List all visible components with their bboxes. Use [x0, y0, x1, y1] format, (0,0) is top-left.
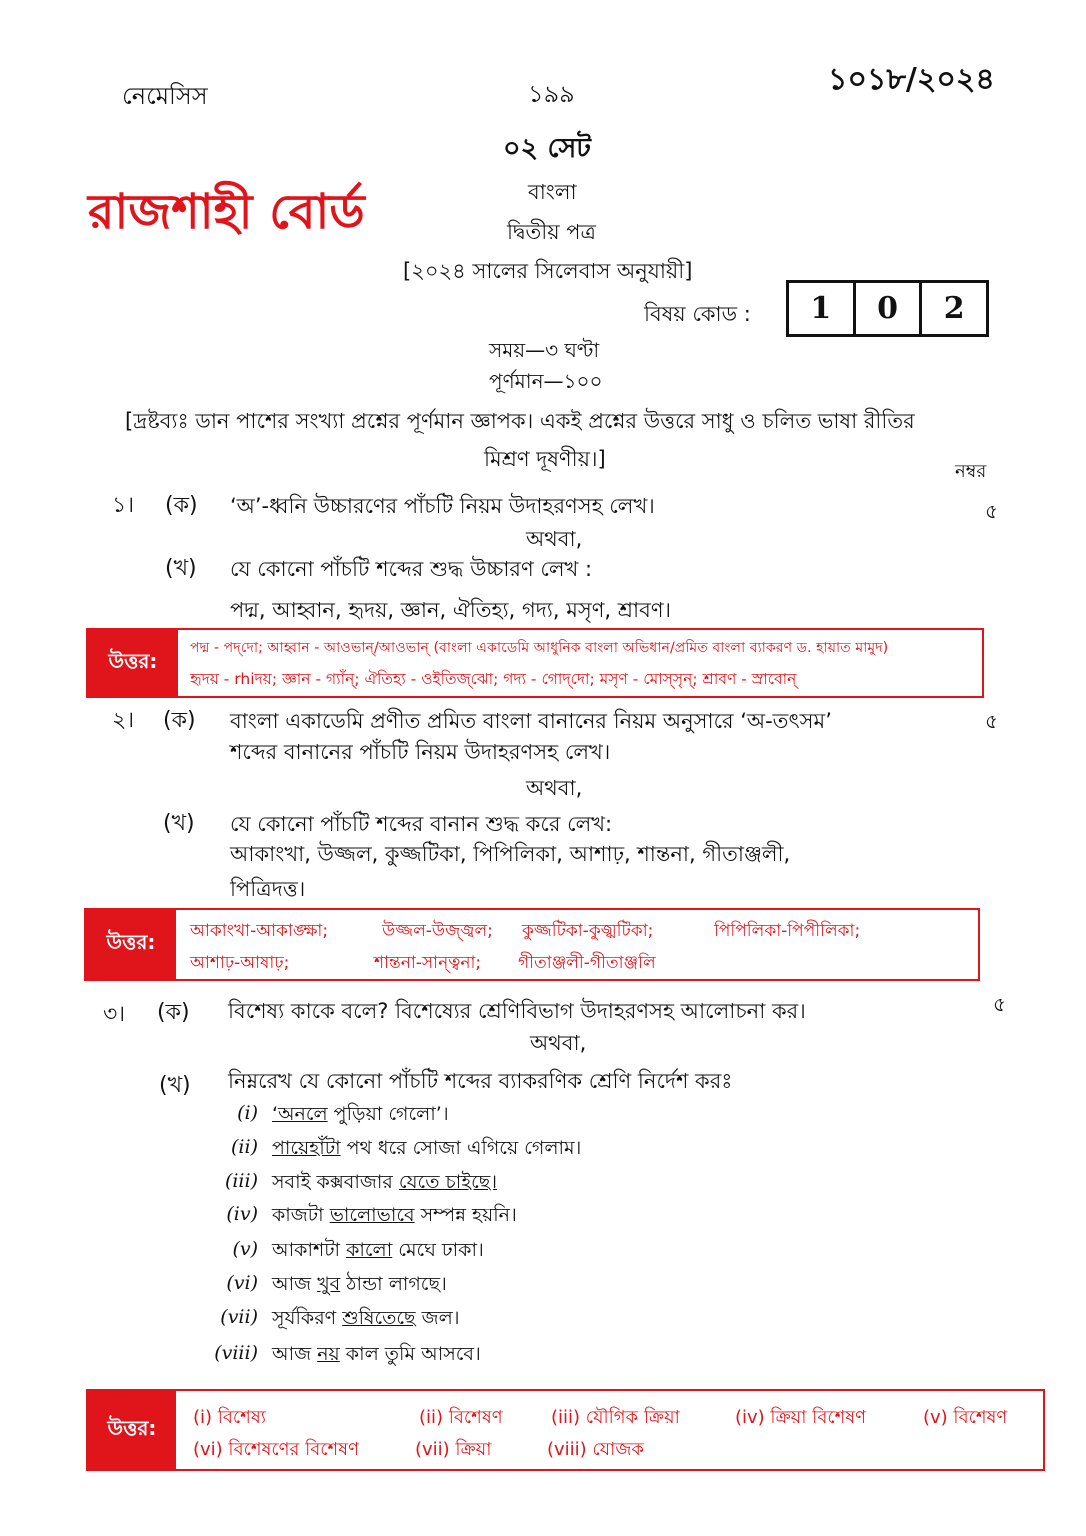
- subject-name: বাংলা: [528, 180, 577, 204]
- underlined-word: যেতে চাইছে।: [398, 1171, 498, 1193]
- publisher-name: নেমেসিস: [122, 82, 208, 110]
- sentence-number: (viii): [214, 1342, 258, 1364]
- sentence-part: ঠান্ডা লাগছে।: [340, 1273, 447, 1295]
- underlined-word: পায়েহাঁটা: [272, 1137, 341, 1159]
- subject-code-digit: 2: [919, 283, 986, 334]
- question-text: নিম্নরেখ যে কোনো পাঁচটি শব্দের ব্যাকরণিক শ্রেণি নির্দেশ করঃ: [228, 1069, 733, 1093]
- answer-content: [176, 1391, 1043, 1469]
- answer-item: গীতাঞ্জলী-গীতাঞ্জলি: [518, 953, 656, 973]
- answer-item: উজ্জল-উজ্জ্বল;: [382, 921, 493, 941]
- sentence-number: (iv): [226, 1203, 258, 1225]
- sentence-text: [272, 1168, 497, 1200]
- sentence-text: [272, 1134, 581, 1166]
- part-label: (ক): [163, 708, 196, 733]
- sentence-text: [272, 1270, 447, 1302]
- sentence-text: [272, 1304, 460, 1336]
- part-label: (ক): [157, 1000, 190, 1025]
- sentence-text: [272, 1236, 484, 1268]
- sentence-number: (ii): [231, 1136, 258, 1158]
- underlined-word: ‘অনলে: [272, 1103, 328, 1125]
- syllabus-note: [২০২৪ সালের সিলেবাস অনুযায়ী]: [403, 259, 693, 283]
- sentence-part: আজ: [272, 1273, 318, 1295]
- question-marks: ৫: [985, 709, 998, 733]
- sentence-part: সম্পন্ন হয়নি।: [414, 1204, 517, 1226]
- answer-item: (v) বিশেষণ: [923, 1407, 1008, 1428]
- sentence-part: সবাই কক্সবাজার: [272, 1171, 399, 1193]
- or-separator: অথবা,: [526, 776, 583, 800]
- full-marks: পূর্ণমান—১০০: [489, 369, 603, 393]
- question-text: বিশেষ্য কাকে বলে? বিশেষ্যের শ্রেণিবিভাগ উদাহরণসহ আলোচনা কর।: [228, 999, 806, 1023]
- answer-tag: উত্তর:: [88, 1391, 176, 1469]
- exam-time: সময়—৩ ঘণ্টা: [489, 338, 600, 362]
- or-separator: অথবা,: [530, 1031, 587, 1055]
- answer-line: পদ্ম - পদ্‌দো; আহ্বান - আওভান্‌/আওভান্‌ (বাংলা একাডেমি আধুনিক বাংলা অভিধান/প্রমিত বাংলা ব্যাকরণ ড. হায়াত মামুদ): [190, 640, 889, 656]
- answer-line: হৃদয় - rhiদয়; জ্ঞান - গ্যাঁন্‌; ঐতিহ্য - ওইতিজ্‌ঝো; গদ্য - গোদ্‌দো; মসৃণ - মোস্‌সৃন্‌; শ্রাবণ - স্রাবোন্‌: [190, 670, 797, 688]
- answer-tag: উত্তর:: [88, 630, 178, 696]
- sentence-part: পথ ধরে সোজা এগিয়ে গেলাম।: [340, 1137, 582, 1159]
- answer-item: (vii) ক্রিয়া: [415, 1439, 492, 1460]
- sentence-text: [272, 1340, 481, 1372]
- answer-content: [176, 910, 978, 979]
- sentence-part: আকাশটা: [272, 1239, 347, 1261]
- sentence-number: (i): [237, 1102, 258, 1124]
- answer-content: [178, 630, 982, 696]
- question-text: শব্দের বানানের পাঁচটি নিয়ম উদাহরণসহ লেখ।: [230, 740, 611, 764]
- question-text: যে কোনো পাঁচটি শব্দের বানান শুদ্ধ করে লেখ:: [230, 812, 613, 836]
- question-marks: ৫: [985, 499, 998, 523]
- or-separator: অথবা,: [526, 527, 583, 551]
- answer-item: (ii) বিশেষণ: [419, 1407, 503, 1428]
- answer-item: (iii) যৌগিক ক্রিয়া: [551, 1407, 680, 1428]
- underlined-word: ভালোভাবে: [329, 1204, 415, 1226]
- instruction-line-1: [দ্রষ্টব্যঃ ডান পাশের সংখ্যা প্রশ্নের পূর্ণমান জ্ঞাপক। একই প্রশ্নের উত্তরে সাধু ও চলিত ভাষা রীতির: [125, 409, 915, 433]
- underlined-word: খুব: [317, 1273, 341, 1295]
- sentence-part: আজ: [272, 1343, 318, 1365]
- sentence-number: (v): [232, 1238, 258, 1260]
- answer-box: [86, 628, 984, 698]
- underlined-word: শুষিতেছে: [342, 1307, 416, 1329]
- question-number: ১।: [112, 493, 135, 518]
- sentence-number: (vii): [220, 1306, 258, 1328]
- part-label: (খ): [165, 556, 197, 581]
- board-title: রাজশাহী বোর্ড: [88, 184, 365, 240]
- sentence-part: কাল তুমি আসবে।: [339, 1343, 481, 1365]
- answer-item: কুজ্জটিকা-কুজ্ঝটিকা;: [522, 921, 654, 941]
- sentence-part: কাজটা: [272, 1204, 330, 1226]
- underlined-word: নয়: [317, 1343, 340, 1365]
- answer-tag: উত্তর:: [86, 910, 176, 979]
- question-number: ৩।: [103, 1002, 126, 1027]
- question-number: ২।: [112, 708, 135, 733]
- sentence-part: জল।: [415, 1307, 460, 1329]
- answer-item: আশাঢ়-আষাঢ়;: [190, 953, 290, 973]
- part-label: (ক): [165, 493, 198, 518]
- word-list: আকাংখা, উজ্জল, কুজ্জটিকা, পিপিলিকা, আশাঢ়, শান্তনা, গীতাঞ্জলী,: [230, 842, 791, 866]
- marks-column-heading: নম্বর: [955, 461, 987, 482]
- sentence-text: [272, 1201, 517, 1233]
- answer-item: (iv) ক্রিয়া বিশেষণ: [735, 1407, 867, 1428]
- question-marks: ৫: [993, 992, 1006, 1016]
- part-label: (খ): [163, 811, 195, 836]
- word-list: পিত্রিদত্ত।: [230, 877, 306, 901]
- answer-item: শান্তনা-সান্ত্বনা;: [374, 953, 482, 973]
- question-text: ‘অ’-ধ্বনি উচ্চারণের পাঁচটি নিয়ম উদাহরণসহ লেখ।: [230, 494, 655, 518]
- sentence-text: [272, 1100, 449, 1132]
- answer-item: পিপিলিকা-পিপীলিকা;: [714, 921, 861, 941]
- answer-box: [86, 1389, 1045, 1471]
- set-label: ০২ সেট: [503, 133, 592, 164]
- paper-name: দ্বিতীয় পত্র: [507, 220, 596, 244]
- subject-code-digit: 1: [810, 291, 832, 326]
- word-list: পদ্ম, আহ্বান, হৃদয়, জ্ঞান, ঐতিহ্য, গদ্য, মসৃণ, শ্রাবণ।: [230, 598, 672, 622]
- underlined-word: কালো: [346, 1239, 393, 1261]
- answer-item: আকাংখা-আকাঙ্ক্ষা;: [190, 921, 329, 941]
- sentence-part: পুড়িয়া গেলো’।: [327, 1103, 449, 1125]
- question-text: যে কোনো পাঁচটি শব্দের শুদ্ধ উচ্চারণ লেখ :: [230, 557, 593, 581]
- answer-box: [84, 908, 980, 981]
- answer-item: (viii) যোজক: [547, 1439, 645, 1460]
- instruction-line-2: মিশ্রণ দূষণীয়।]: [484, 447, 606, 471]
- subject-code-label: বিষয় কোড :: [644, 302, 751, 326]
- sentence-number: (iii): [224, 1170, 258, 1192]
- answer-item: (i) বিশেষ্য: [193, 1407, 266, 1428]
- question-code: ১০১৮/২০২৪: [828, 62, 995, 97]
- sentence-number: (vi): [226, 1272, 258, 1294]
- answer-item: (vi) বিশেষণের বিশেষণ: [193, 1439, 359, 1460]
- sentence-part: মেঘে ঢাকা।: [392, 1239, 484, 1261]
- question-text: বাংলা একাডেমি প্রণীত প্রমিত বাংলা বানানের নিয়ম অনুসারে ‘অ-তৎসম’: [230, 709, 832, 733]
- subject-code-digit: 0: [853, 283, 920, 334]
- page-number: ১৯৯: [528, 80, 575, 108]
- subject-code-box: [786, 280, 989, 337]
- part-label: (খ): [159, 1073, 191, 1098]
- sentence-part: সূর্যকিরণ: [272, 1307, 343, 1329]
